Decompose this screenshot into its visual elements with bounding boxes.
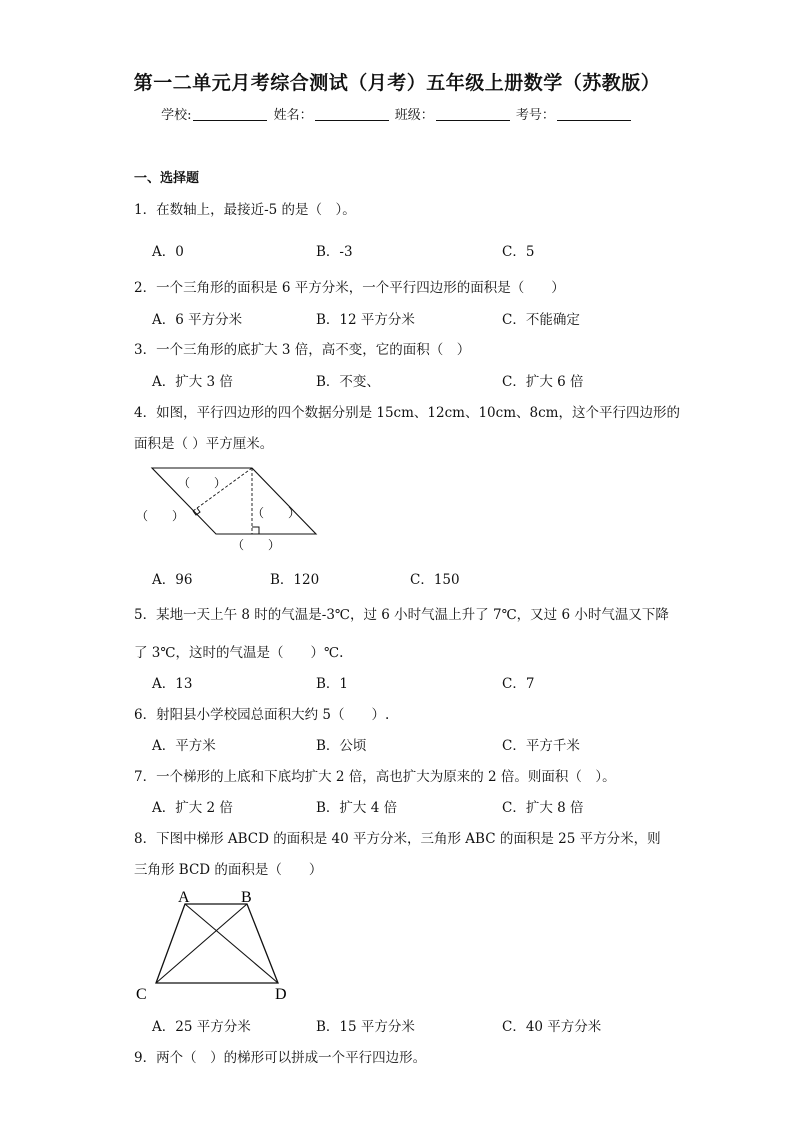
diagonal-bc	[156, 904, 247, 983]
trapezoid-figure	[130, 885, 300, 1005]
label-base: （ ）	[232, 538, 281, 552]
name-label: 姓名：	[273, 108, 313, 123]
question-6-option-b[interactable]: B．公顷	[316, 738, 367, 754]
question-6-stem: 6．射阳县小学校园总面积大约 5（ ）.	[134, 707, 390, 723]
question-8-option-c[interactable]: C．40 平方分米	[502, 1019, 602, 1035]
question-5-stem-line-2: 了 3℃，这时的气温是（ ）℃.	[134, 645, 344, 661]
question-7-option-a[interactable]: A．扩大 2 倍	[152, 800, 233, 816]
question-5-option-c[interactable]: C．7	[502, 676, 535, 692]
question-4-option-b[interactable]: B．120	[270, 572, 320, 588]
label-right-height: （ ）	[252, 506, 301, 520]
question-8-option-b[interactable]: B．15 平方分米	[316, 1019, 415, 1035]
question-3-option-a[interactable]: A．扩大 3 倍	[152, 374, 233, 390]
question-8-stem-line-2: 三角形 BCD 的面积是（ ）	[134, 862, 323, 878]
question-3-option-c[interactable]: C．扩大 6 倍	[502, 374, 584, 390]
question-3-option-b[interactable]: B．不变、	[316, 374, 380, 390]
class-label: 班级：	[394, 108, 434, 123]
section-heading: 一、选择题	[134, 171, 200, 186]
parallelogram-shape	[152, 468, 316, 534]
question-8-option-a[interactable]: A．25 平方分米	[152, 1019, 251, 1035]
parallelogram-figure	[130, 460, 330, 555]
question-2-stem: 2．一个三角形的面积是 6 平方分米，一个平行四边形的面积是（ ）	[134, 280, 565, 296]
school-blank[interactable]	[193, 108, 267, 121]
exam-number-label: 考号：	[515, 108, 555, 123]
question-2-option-c[interactable]: C．不能确定	[502, 312, 580, 328]
question-4-stem-line-1: 4．如图，平行四边形的四个数据分别是 15cm、12cm、10cm、8cm，这个平行四边形的	[134, 405, 680, 421]
question-8-stem-line-1: 8．下图中梯形 ABCD 的面积是 40 平方分米，三角形 ABC 的面积是 25 平方分米，则	[134, 831, 661, 847]
question-1-option-a[interactable]: A．0	[152, 244, 184, 260]
student-info-line	[0, 104, 794, 123]
exam-number-blank[interactable]	[557, 108, 631, 121]
question-1-stem: 1．在数轴上，最接近-5 的是（ ）。	[134, 202, 356, 218]
trapezoid-shape	[156, 904, 278, 983]
vertex-label-c: C	[136, 986, 147, 1003]
question-3-stem: 3．一个三角形的底扩大 3 倍，高不变，它的面积（ ）	[134, 342, 471, 358]
question-2-option-b[interactable]: B．12 平方分米	[316, 312, 415, 328]
question-4-option-c[interactable]: C．150	[410, 572, 460, 588]
label-left-side: （ ）	[136, 509, 185, 523]
question-1-option-b[interactable]: B．-3	[316, 244, 353, 260]
question-5-stem-line-1: 5．某地一天上午 8 时的气温是-3℃，过 6 小时气温上升了 7℃，又过 6 小时气温又下降	[134, 607, 669, 623]
page-title: 第一二单元月考综合测试（月考）五年级上册数学（苏教版）	[133, 72, 661, 94]
question-7-option-c[interactable]: C．扩大 8 倍	[502, 800, 584, 816]
name-blank[interactable]	[315, 108, 389, 121]
question-4-stem-line-2: 面积是（ ）平方厘米。	[134, 436, 274, 452]
vertex-label-b: B	[241, 889, 252, 906]
question-9-stem: 9．两个（ ）的梯形可以拼成一个平行四边形。	[134, 1050, 427, 1066]
class-blank[interactable]	[436, 108, 510, 121]
school-label: 学校:	[161, 108, 192, 123]
question-6-option-a[interactable]: A．平方米	[152, 738, 216, 754]
right-angle-mark-base	[252, 527, 259, 534]
label-top: （ ）	[178, 476, 227, 490]
question-7-option-b[interactable]: B．扩大 4 倍	[316, 800, 398, 816]
question-1-option-c[interactable]: C．5	[502, 244, 535, 260]
question-2-option-a[interactable]: A．6 平方分米	[152, 312, 243, 328]
question-5-option-b[interactable]: B．1	[316, 676, 349, 692]
vertex-label-a: A	[178, 889, 190, 906]
question-7-stem: 7．一个梯形的上底和下底均扩大 2 倍，高也扩大为原来的 2 倍。则面积（ ）。	[134, 769, 616, 785]
vertex-label-d: D	[275, 986, 287, 1003]
question-4-option-a[interactable]: A．96	[152, 572, 193, 588]
question-6-option-c[interactable]: C．平方千米	[502, 738, 580, 754]
question-5-option-a[interactable]: A．13	[152, 676, 193, 692]
diagonal-ad	[185, 904, 278, 983]
